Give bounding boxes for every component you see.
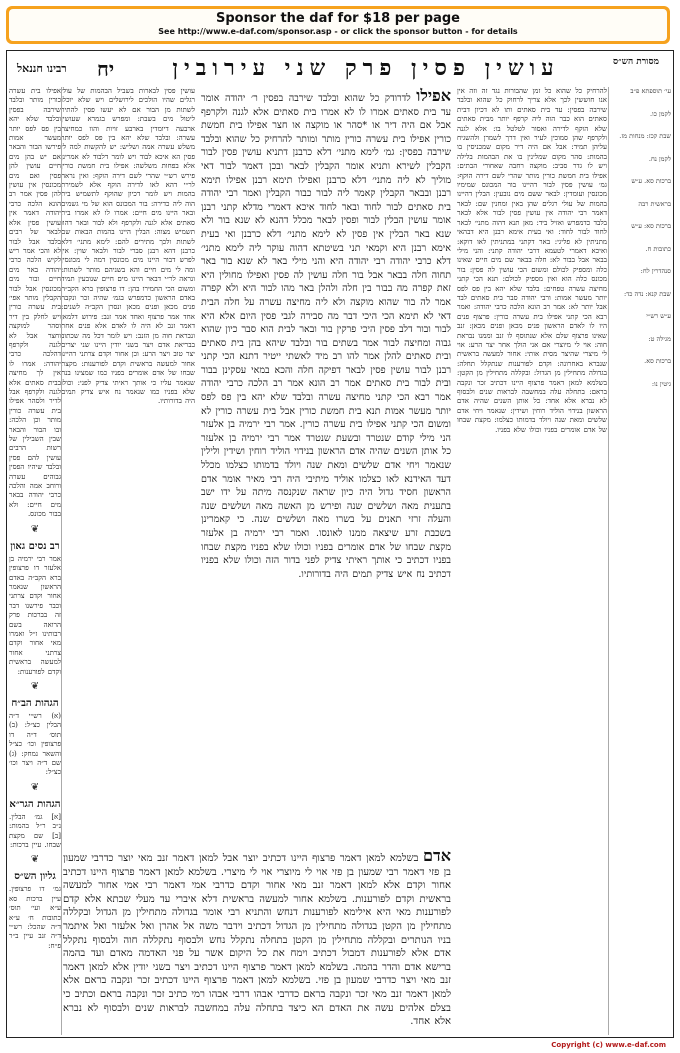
- gemara-body: [201, 87, 451, 581]
- margin-note: ברכות סא. ע״ש: [631, 177, 671, 185]
- gilyon-hashas-text: גמ׳ דו פרצופין. עיין ברכות סא ע״א ועי׳ תוס׳ כתובות ח׳ ע״א ד״ה שהכל: רש״י ד״ה זנב עיין ב״ר פ״ח:: [9, 885, 61, 950]
- sponsor-banner-subtitle[interactable]: See http://www.e-daf.com/sponsor.asp - or click the sponsor button - for details: [158, 27, 518, 36]
- margin-note: ע״ש רש״י: [646, 312, 671, 320]
- page-header: [9, 53, 671, 83]
- margin-notes-list: [609, 87, 671, 388]
- rabbeinu-chananel-label: רבינו חננאל: [17, 62, 67, 75]
- margin-note: מגילה ט:: [648, 334, 671, 343]
- margin-note: סנהדרין לח:: [640, 267, 671, 275]
- hagahot-habach-text: (א) רש״י ד״ה הבלין כצ״ל: (ב) תוס׳ ד״ה דו פרצופין וכו׳ כצ״ל והשאר נמחק: (ג) שם ד״ה ויצר וכו׳ כצ״ל:: [9, 711, 61, 777]
- ornament-divider-4: ❦: [30, 854, 40, 866]
- tosafot-column: [61, 87, 195, 1035]
- rashi-column: [457, 87, 607, 1035]
- hagahot-hagra-text: [א] גמ׳ הבלין. נ״ב ר״ל בהמות: [ב] שם מקצת שבחו. עיין ברכות:: [9, 812, 61, 850]
- margin-note: כתובות ח.: [645, 244, 671, 253]
- margin-note: לקמן נח.: [648, 154, 671, 163]
- bottom-text: בשלמא למאן דאמר פרצוף היינו דכתיב יוצר אבל למאן דאמר זנב מאי יוצר כדרבי שמעון בן פזי דאמר רבי שמעון בן פזי אוי לי מיוצרי אוי לי מיצרי. בשלמא למאן דאמר פרצוף היינו דכתיב אחור וקדם אלא למאן דאמר זנב מאי אחור וקדם כדרבי אמי דאמר רבי אמי אחור למעשה בראשית וקדם לפורענות. בשלמא אחור למעשה בראשית דלא איברי עד מעלי שבתא אלא קדם לפורענות מאי היא אילימא לפורענות דנחש והתניא רבי אומר בגדולה מתחילין מן הגדול ובקללה מתחילין מן הקטן בגדולה מתחילין מן הגדול דכתיב וידבר משה אל אהרן ואל אלעזר ואל איתמר בניו הנותרים ובקללה מתחילין מן הקטן בתחלה נתקלל נחש ולבסוף נתקללה חוה ולבסוף נתקלל אדם אלא לפורענות דמבול דכתיב וימח את כל היקום אשר על פני האדמה מאדם ועד בהמה ברישא אדם והדר בהמה. בשלמא למאן דאמר פרצוף היינו דכתיב ויצר בשני יודין אלא למאן דאמר זנב מאי ויצר כדרבי שמעון בן פזי. בשלמא למאן דאמר פרצוף היינו דכתיב זכר ונקבה בראם אלא למאן דאמר זנב מאי זכר ונקבה בראם כדרבי אבהו דרבי אבהו רמי כתיב זכר ונקבה בראם וכתיב כי בצלם אלהים עשה את האדם הא כיצד בתחלה עלה במחשבה לבראות שנים ולבסוף לא נברא אלא אחד.: [63, 853, 451, 1028]
- page-number: יח: [97, 57, 115, 81]
- margin-note: עי׳ תוספתא פ״ב: [630, 87, 671, 95]
- margin-note: ברכות סא: ע״ש: [631, 222, 671, 230]
- margin-note: בראשית רבה: [638, 199, 671, 208]
- hagahot-hagra-title: הגהות הגר״א: [9, 798, 61, 810]
- hagahot-habach-title: הגהות הב״ח: [11, 697, 59, 709]
- gemara-column: [201, 87, 451, 843]
- rav-nissim-gaon-title: רב נסים גאון: [10, 540, 60, 552]
- rabbeinu-chananel-text: אפילו בית עשרה כורין מותר ובלבד שירבה בפסין ובלבד שלא יהא בין פס לפס יותר מעשר אמות פירשו הבור והבאר אם יש בהן מים חיים עושין להן פסין ואם מים מכונסין אין עושין להן פסין אמר רב הונא הלכה כרבי יהודה דאמר אין עושין פסין אלא לבאר של רבים בלבד אבל לבור לא והכי אמר ריש לקיש הלכה כרבי יהודה באר מים חיים ובור מים מכונסין אבל לבור הקבלין מותר אפי׳ בית עשרה כורין ויש לחלק בין דיר וסהר למוקצה וחצר אבל לא לגנה ולקרפף דהלכה כרבי יהודה: אמרו לו אין לך מחיצה בבית סאתים אלא לגנה ולקרפף אבל לדיר ולסהר אפילו בית עשרה כורין מותר וכן הלכה: ובו הבור והבאר שבין השבילין של רשות הרבים עושין להם פסין ובלבד שיהיו הפסין גבוהים עשרה ורוחב אמה והלכה כרבי יהודה בבאר מים חיים: ולא בבור מכונס.: [9, 87, 61, 519]
- margin-note: ברכות סא.: [644, 357, 671, 365]
- gemara-text-b: אמר רבי ירמיה בן אלעזר הני מילי קודם שנטרד ובשעת שנטרד אמר רבי ירמיה בן אלעזר כל אותן השנים שהיה אדם הראשון בנידוי הוליד רוחין ושידין ולילין שנאמר ויחי אדם שלשים ומאת שנה ויולד בדמותו כצלמו מכלל דעד האידנא לאו כצלמו אוליד מיתיבי היה רבי מאיר אומר אדם הראשון חסיד גדול היה כיון שראה שנקנסה מיתה על ידו ישב בתענית מאה ושלשים שנה ופירש מן האשה מאה ושלשים שנה והעלה זרזי תאנים על בשרו מאה ושלשים שנה. כי קאמרינן בשכבת זרע שיצאה ממנו לאונסו. ואמר רבי ירמיה בן אלעזר מקצת שבחו של אדם אומרים בפניו וכולו שלא בפניו מקצת שבחו בפניו דכתיב כי אותך ראיתי צדיק לפני בדור הזה וכולו שלא בפניו דכתיב נח איש צדיק תמים היה בדורותיו.: [201, 419, 451, 580]
- sponsor-banner[interactable]: [6, 6, 670, 44]
- ornament-divider-3: ❦: [30, 781, 40, 793]
- gemara-opening-word: אפילו: [416, 87, 451, 105]
- margin-header-label: מסורת הש״ס: [613, 57, 659, 67]
- mesoret-hashas-column: [608, 87, 671, 1035]
- ornament-divider-2: ❦: [30, 680, 40, 692]
- ornament-divider-1: ❦: [30, 523, 40, 535]
- gilyon-hashas-title: גליון הש״ס: [14, 871, 56, 883]
- margin-note: שבת קכז: מנחות מז.: [619, 132, 671, 140]
- gemara-text-a: לדרודק כל שהוא ובלבד שירבה בפסין ר׳ יהודה אומר עד בית סאתים אמרו לו לא אמרו בית סאתים אלא לגנה ולקרפף אבל אם היה דיר או *סהר או מוקצה או חצר אפילו בית חמשת כורין אפילו בית עשרה כורין מותר ומותר להרחיק כל שהוא ובלבד שירבה בפסין: גמ׳ לימא מתני׳ דלא כרבנן דתניא עושין פסין לבור הקבלין לשירא ותניא אומר הקבלין לבאר ובכן דאמר לבור דאי מוליך לא ליה מתני׳ דלא כרבנן ואפילו תימא רבנן אפילו תימא רבנן ובבאר הקבלין קאמר ליה לבור כבור הקבלין ואמר רבי יהודה בית סאתים לבור לחוד ובאר לחוד איכא דאמרי מדלא קתני רבנן אומר עושין הבלין לבור ופסין לבאר מכלל דהנא לא שנא בור ולא שנא באר הבלין אין פסין לא לימא מתני׳ דלא כרבנן ואי בעית אימא רבנן היא וקמאי תני בשיטתא דהוה עוקר ליה לימא מתני׳ דלא כרבי יהודה רבי יהודה היא והני מילי באר לא שנא בור באר תחוה חלה בבאר אבל בור חלה עושין לה פסין ואפילו מחולין היא זאת קפרה מה בבור בין חלה ולהלן באר מהו לבור היא ולא קפרה אמר לה בור שהוא מוקצה ולא ליה מחיצה עשרה על חלה הבית דאי לא תימא הכי היכי דבר מה סבירה לגבי פסין היום אלא היא לבור ובור דלב פסין היכי פרקין בור ובאר לבית הוא סבר כיון שהוא גבוה ומחיצה לבור אמר בשתים בור ובלבד שיהא בהן בית סאתים ובית סאתים להלן אמר להו רב מיד לאשתי ייטיר דתנא הכי קתני רבנן לבור עושין פסין לבאר דפיקה חלה והכא במאי עסקינן בבור ובית לבור בית סאתים אמר רב הונא אמר רב הלכה כרבי יהודה אמר רבא הכי קתני מחיצה עשרה ובלבד שלא יהא בין פס לפס יותר מעשר אמות תנא בית חמשת כורין אבל בית עשרה כורין לא ומשום הכי קתני אפילו בית עשרה כורין.: [201, 93, 451, 431]
- chapter-title: עושין פסין פרק שני עירובין: [172, 55, 560, 81]
- margin-note: לקמן כו.: [649, 109, 671, 118]
- bottom-opening-word: אדם: [423, 847, 451, 865]
- rashi-text: להרחיק כל שהוא כל זמן שהבורות נגד זה וזה אין אנו חוששין לכך אלא צריך לרחוק כל שהוא ובלבד שירבה בפסין: עד בית סאתים ותו לא דכיון דבית סאתים הוא כבר הוה ליה קרפף יותר מבית סאתים שלא הוקף לדירה ואסור לטלטל בו: אלא לגנה ולקרפף שהן סמוכין לעיר ואין דרך לשמרן ולהשגיח עליהן תמיד: אבל אם היה דיר מקום שמכניסין בו בהמות: סהר מקום שמלינין בו את הבהמות בלילה ויש לו גדר סביב: מוקצה רחבה שאחורי הבתים: אפילו בית חמשת כורין מותר שהרי לשם דירה הוקף: גמ׳ עושין פסין לבור דהיינו בור המכונס שמימיו מכונסין ועומדין: לבאר ששם מים נובעין: הבלין דהיינו בהמות של עולי רגלים שהן באין ומחנין שם: לבאר דאמר רבי יהודה אין עושין פסין לבור אלא לבאר בלבד כדמפרש ואזיל ביד: מאן תנא דהוה מתני׳ לבאר לחוד לבור לחוד: ואי בעית אימא רבנן היא דבהאי מתניתין לא פליגי: באר דקתני במתניתין לאו דוקא: ואיכא דאמרי לטעמא דרבי יהודה קתני: והני מילי בבאר אבל בבור לא: חלה בבאר שם מים חיים שאינו כלה ומספיק לכולם ומשום הכי עושין לה פסין: בור מכונס כלה הוא ואין מספיק לכולם: תנא הכי קתני מחיצה עשרה טפחים: בלבד שלא יהא בין פס לפס יותר מעשר אמות: ורבי יהודה סבר בית סאתים לבד אבל יותר לא: אמר רב הונא הלכה כרבי יהודה: ואמר רבא הכי קתני אפילו בית עשרה כורין: פרצוף פנים היו לו לאדם הראשון פנים מכאן ופנים מכאן: זנב שאינו פרצוף שלם אלא שנתוסף לו זנב וממנו נבראת חוה: אוי לי מיוצרי אם אני הולך אחר יצר הרע: אוי לי מיצרי שהיצר מסית אותי: אחור למעשה בראשית שנברא באחרונה: וקדם לפורענות שנתקלל תחלה: בגדולה מתחילין מן הגדול: ובקללה מתחילין מן הקטן: בשלמא למאן דאמר פרצוף היינו דכתיב זכר ונקבה בראם: בתחלה עלה במחשבה לבראות שנים ולבסוף לא נברא אלא אחד: כל אותן השנים שהיה אדם הראשון בנידוי הוליד רוחין ושידין: שנאמר ויחי אדם שלשים ומאת שנה ויולד בדמותו כצלמו: מקצת שבחו של אדם אומרים בפניו וכולו שלא בפניו.: [457, 87, 607, 434]
- margin-note: גיטין נו:: [651, 379, 671, 388]
- sponsor-banner-inner: [9, 9, 667, 41]
- talmud-page: [6, 50, 674, 1038]
- sponsor-banner-title[interactable]: Sponsor the daf for $18 per page: [216, 11, 460, 26]
- rabbeinu-chananel-column: [9, 87, 62, 1035]
- tosafot-text: עושין פסין לבארות בשביל הבהמות של עולי רגלים שהיו הולכים לירושלים ויש שלא יוכלו לשתות מן הבור אם לא יעשו פסין להתיר ליטול מים בשבת: ומפרש בגמרא שעושין ארבעה דיומדין בארבע זויות והוו כמחיצה עשרה: ובלבד שלא יהא בין פס לפס יותר משלש עשרה אמה ושליש: יש להקשות למה לי פסין הא איכא לבוד ויש לומר דלבוד לא אמרינן אלא בפחות משלשה: אפילו בית חמשת כורין פירש רש״י שהרי לשם דירה הוקף: ואין נראה לר״י דהא לאו לדירה הוקף אלא לשמירת בהמות ויש לומר דכיון שהוקף לתשמיש בית הוה ליה כדירה: בור המכונס הוא של מי גשמים ובאר היינו מים חיים: אמרו לו לא אמרו בית סאתים אלא לגנה ולקרפף ולא לבור ובאר דהוו תשמיש מצוה: הבלין היינו בהמות הבאות שם לשתות ולכך מתירים להם: לימא מתני׳ דלא כרבנן דהא רבנן סברי לבור ולבאר שוין: אין לפרש דבור היינו מים מכונסין דמה לי מכונסין ומה לי מים חיים והא בשניהם מותר לשתות: ונראה לר״י דבאר היינו מים חיים שנובעין תמיד ומשום הכי החמירו בהן: דו פרצופין ברא הקב״ה באדם הראשון כדמפרש בגמ׳ שהיה זכר ונקבה פנים מכאן ופנים מכאן ונסרן הקב״ה לשנים: אחד אמר פרצוף ואחד אמר זנב: פירוש דלמאן דאמר זנב לא היה לו לאדם אלא פנים אחת ונבראת חוה מן הזנב: ויש לומר דכל מה שכתוב בבריאת אדם ויצר בשני יודין היינו שני יצרים יצר טוב ויצר הרע: וכן אחור וקדם צרתני דהיינו אחור למעשה בראשית וקדם לפורענות: מקצת שבחו של אדם אומרים בפניו כמו שמצינו בנח שנאמר עליו כי אותך ראיתי צדיק לפני: וכולו שלא בפניו כמו שנאמר נח איש צדיק תמים היה בדורותיו.: [61, 87, 195, 406]
- copyright-notice[interactable]: Copyright (c) www.e-daf.com: [551, 1041, 666, 1049]
- rav-nissim-gaon-text: אמר רבי ירמיה בן אלעזר דו פרצופין ברא הקב״ה באדם הראשון שנאמר אחור וקדם צרתני וכבר פירשנו דבר זה בברכות פרק הרואה בשם רבותינו ז״ל ואמרו מאי אחור וקדם צרתני אחור למעשה בראשית וקדם לפורענות:: [9, 554, 61, 676]
- margin-note: שבת קנא: נדה כד:: [623, 289, 671, 298]
